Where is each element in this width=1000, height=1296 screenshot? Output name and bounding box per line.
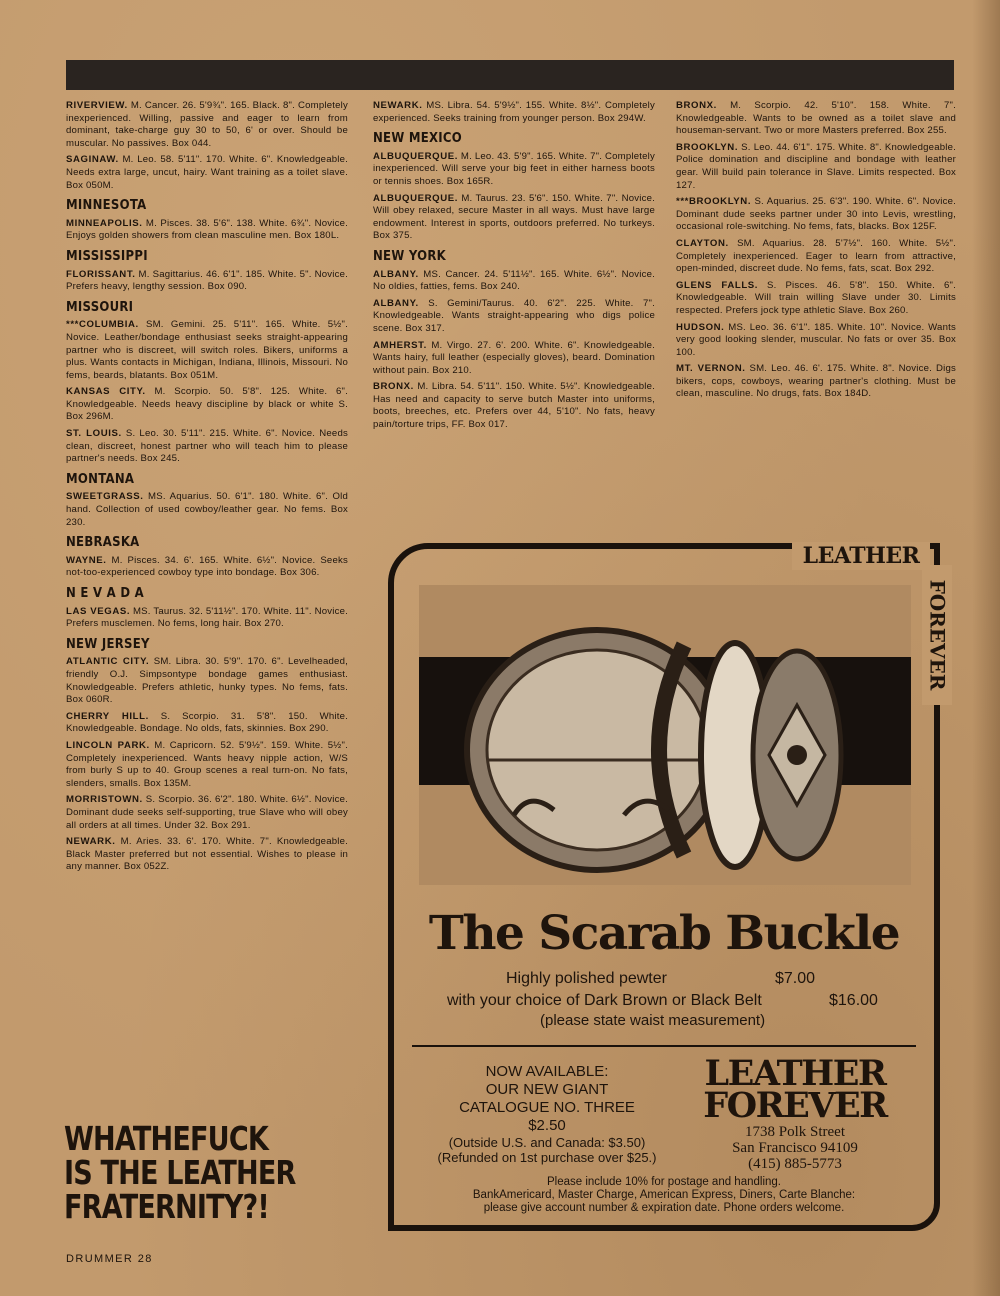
headline [64,1119,302,1226]
ad-location: HUDSON. [676,321,725,333]
ad-location: ALBUQUERQUE. [373,192,459,204]
headline-line-1: WHATHEFUCK [64,1119,269,1158]
state-heading: MISSOURI [66,299,134,315]
buckle-head-eye [787,745,807,765]
ad-text: M. Virgo. 27. 6'. 200. White. 6". Knowledgeable. Wants hairy, full leather (especially gloves), beard. Domination without pain. Box 210. [373,339,655,376]
fine-print-3: please give account number & expiration date. Phone orders welcome. [483,1202,845,1214]
logo-line-1: LEATHER [704,1053,886,1094]
ad-text: M. Pisces. 34. 6'. 165. White. 6½". Novice. Seeks not-too-experienced cowboy type into bondage. Box 306. [66,554,348,579]
classified-ad [676,280,956,318]
ad-text: MS. Leo. 36. 6'1". 185. White. 10". Novice. Wants very good looking slender, muscular. No fats or over 35. Box 100. [676,321,956,358]
catalog-line-3: CATALOGUE NO. THREE [459,1099,635,1116]
leather-forever-logo [700,1053,890,1126]
ad-text: M. Taurus. 23. 5'6". 150. White. 7". Novice. Will obey relaxed, secure Master in all ways. Must have large endowment. Interest in sports, outdoors preferred. No turkeys. Box 375. [373,192,655,242]
ad-text: S. Pisces. 46. 5'8". 150. White. 6". Knowledgeable. Will train willing Slave under 30. Limits respected. Prefers jock type athletic Slave. Box 260. [676,279,956,316]
ad-fine-print [412,1176,916,1215]
state-heading: MINNESOTA [66,198,147,214]
classified-ad [66,428,348,466]
classified-ad [66,794,348,832]
classified-ad [676,363,956,401]
ad-location: FLORISSANT. [66,268,136,280]
ad-text: M. Leo. 43. 5'9". 165. White. 7". Completely inexperienced. Will serve your big feet in either harness boots or tennis shoes. Box 165R. [373,150,655,187]
ad-text: M. Cancer. 26. 5'9¾". 165. Black. 8". Completely inexperienced. Willing, passive and eager to learn from dominant, take-charge guy 30 to 50, 6' or over. Should be muscular. No passives. Box 044. [66,100,348,149]
classified-ad [676,196,956,234]
classified-ad [66,740,348,790]
classified-ad [676,238,956,276]
catalog-offer [412,1063,682,1165]
ad-location: AMHERST. [373,339,427,351]
ad-location: SAGINAW. [66,154,119,166]
ad-text: M. Pisces. 38. 5'6". 138. White. 6¾". Novice. Enjoys golden showers from clean masculine men. Box 180L. [66,217,349,242]
ad-title: The Scarab Buckle [428,906,900,961]
state-heading: NEW MEXICO [373,131,463,147]
buckle-photo [419,585,911,885]
ad-text: M. Capricorn. 52. 5'9½". 159. White. 5½". Completely inexperienced. Wants heavy nipple action, W/S from burly S up to 40. Group scenes a real turn-on. No fats, slenders, smalls. Box 135M. [66,739,348,789]
ad-text: S. Gemini/Taurus. 40. 6'2". 225. White. 7". Knowledgeable. Wants straight-appearing who digs police scene. Box 317. [373,297,655,334]
ad-location: LINCOLN PARK. [66,739,150,751]
ad-text: S. Leo. 44. 6'1". 175. White. 8". Knowledgeable. Police domination and discipline and bondage with leather gear. Will build pain tolerance in Slave. Limits respected. Box 127. [676,141,957,191]
ad-location: MINNEAPOLIS. [66,217,143,229]
state-heading: MISSISSIPPI [66,248,148,264]
ad-location: ALBANY. [373,297,419,309]
ad-text: S. Leo. 30. 5'11". 215. White. 6". Novice. Needs clean, discreet, honest partner who will teach him to please partner's needs. Box 245. [66,428,348,465]
ad-price-line-1-label: Highly polished pewter [506,970,667,987]
ad-location: ATLANTIC CITY. [66,656,150,668]
state-heading: NEW YORK [373,248,447,264]
ad-brand-side-text: FOREVER [925,579,949,691]
logo-line-2: FOREVER [703,1085,887,1126]
ad-text: SM. Leo. 46. 6'. 175. White. 8". Novice. Digs bikers, cops, cowboys, wearing partner's clothing. Must be clean, masculine. No drugs, fats. Box 184D. [676,363,956,400]
catalog-price: $2.50 [528,1117,566,1134]
ad-text: M. Scorpio. 42. 5'10". 158. White. 7". Knowledgeable. Wants to be owned as a toilet slave and houseman-servant. Two or more Masters preferred. Box 255. [676,100,956,137]
ad-location: BRONX. [676,100,717,111]
ad-divider [412,1045,916,1047]
ad-location: MT. VERNON. [676,363,746,375]
ad-location: SWEETGRASS. [66,491,144,503]
classified-ad [66,656,348,706]
classified-ad [66,269,348,294]
ad-location: LAS VEGAS. [66,605,131,617]
state-heading: NEW JERSEY [66,636,150,652]
ad-text: SM. Aquarius. 28. 5'7½". 160. White. 5½". Completely inexperienced. Eager to learn from attractive, open-minded, discreet dude. No fems, fats, scat. Box 292. [676,237,956,275]
ad-location: ST. LOUIS. [66,428,122,440]
classified-ad [676,142,956,192]
classified-ad [373,100,655,125]
classified-ad [676,100,956,138]
ad-location: GLENS FALLS. [676,279,759,291]
store-address [700,1124,890,1172]
classified-ad [676,322,956,360]
state-heading: NEBRASKA [66,535,140,551]
state-heading: MONTANA [66,471,135,487]
ad-location: KANSAS CITY. [66,386,146,398]
ad-location: CHERRY HILL. [66,710,149,722]
address-street: 1738 Polk Street [745,1124,845,1140]
address-city: San Francisco 94109 [732,1140,858,1156]
ad-text: S. Scorpio. 31. 5'8". 150. White. Knowledgeable. Bondage. No olds, fats, skinnies. Box 290. [66,710,348,735]
classified-ad [66,154,348,192]
ad-location: RIVERVIEW. [66,100,128,111]
classified-ad [373,298,655,336]
classified-ad [373,340,655,378]
catalog-line-1: NOW AVAILABLE: [485,1063,609,1080]
ad-price-line-3: (please state waist measurement) [540,1012,766,1029]
classified-ad [373,193,655,243]
ad-location: WAYNE. [66,554,107,566]
ad-text: MS. Aquarius. 50. 6'1". 180. White. 6". Old hand. Collection of used cowboy/leather gear. No fems. Box 230. [66,491,349,528]
classified-column-2 [373,100,655,436]
classified-column-3 [676,100,956,405]
ad-location: CLAYTON. [676,237,729,249]
ad-text: MS. Taurus. 32. 5'11½". 170. White. 11". Novice. Prefers musclemen. No fems, long hair. Box 270. [66,605,349,630]
headline-line-2: IS THE LEATHER [64,1153,296,1192]
ad-price-line-1-price: $7.00 [775,970,816,987]
ad-text: SM. Libra. 30. 5'9". 170. 6". Levelheaded, friendly O.J. Simpsontype bondage games enthusiast. Knowledgeable. Prefers athletic, hunky types. No fems, fats. Box 060R. [66,656,348,706]
classified-ad [66,555,348,580]
classified-ad [373,381,655,431]
ad-text: M. Aries. 33. 6'. 170. White. 7". Knowledgeable. Black Master preferred but not essential. Wishes to please in any manner. Box 052Z. [66,836,348,873]
ad-location: NEWARK. [373,100,423,111]
address-phone: (415) 885-5773 [748,1156,842,1172]
ad-text: M. Sagittarius. 46. 6'1". 185. White. 5". Novice. Prefers heavy, lengthy session. Box 090. [66,268,348,293]
ad-location: ALBANY. [373,268,419,280]
ad-price-line-2-price: $16.00 [829,992,878,1009]
catalog-line-2: OUR NEW GIANT [485,1081,609,1098]
classified-ad [373,151,655,189]
fine-print-1: Please include 10% for postage and handling. [546,1176,781,1188]
ad-location: BROOKLYN. [676,141,739,153]
page-footer: DRUMMER 28 [66,1253,153,1265]
ad-location: ***COLUMBIA. [66,319,139,331]
catalog-outside-price: (Outside U.S. and Canada: $3.50) [448,1135,646,1150]
classified-ad [66,606,348,631]
classified-ad [66,100,348,150]
ad-text: MS. Libra. 54. 5'9½". 155. White. 8½". Completely experienced. Seeks training from younger person. Box 294W. [373,100,655,124]
ad-location: ALBUQUERQUE. [373,150,459,162]
ad-text: SM. Gemini. 25. 5'11". 165. White. 5½". Novice. Leather/bondage enthusiast seeks straight-appearing partner who is discreet, will switch roles. Bikers, uniforms a plus. Wants contacts in Michigan, Indiana, Illinois, Missouri. No fems, beards, blatants. Box 051M. [66,319,348,381]
ad-text: MS. Cancer. 24. 5'11½". 165. White. 6½". Novice. No oldies, fatties, fems. Box 240. [373,268,655,293]
ad-brand-side [922,565,952,705]
classified-ad [66,836,348,874]
ad-location: MORRISTOWN. [66,794,143,806]
state-heading: N E V A D A [66,586,145,601]
ad-brand-top: LEATHER [792,542,930,570]
page-spine-shadow [972,0,1000,1296]
ad-location: BRONX. [373,381,414,393]
classified-ad [66,386,348,424]
ad-price-line-2-label: with your choice of Dark Brown or Black Belt [447,992,762,1009]
classified-ad [66,711,348,736]
header-bar [66,60,954,90]
ad-text: M. Leo. 58. 5'11". 170. White. 6". Knowledgeable. Needs extra large, uncut, hairy. Want training as a toilet slave. Box 050M. [66,154,348,191]
ad-location: ***BROOKLYN. [676,196,752,208]
catalog-refund: (Refunded on 1st purchase over $25.) [437,1150,657,1165]
classified-column-1 [66,100,348,878]
classified-ad [373,269,655,294]
classified-ad [66,319,348,382]
ad-text: S. Scorpio. 36. 6'2". 180. White. 6½". Novice. Dominant dude seeks self-supporting, true Slave who will obey all orders at all times. Under 32. Box 291. [66,794,348,831]
classified-ad [66,218,348,243]
classified-ad [66,491,348,529]
headline-line-3: FRATERNITY?! [64,1187,269,1226]
ad-location: NEWARK. [66,836,116,848]
ad-text: M. Scorpio. 50. 5'8". 125. White. 6". Knowledgeable. Needs heavy discipline by black or white S. Box 296M. [66,386,349,423]
ad-text: S. Aquarius. 25. 6'3". 190. White. 6". Novice. Dominant dude seeks partner under 30 into Levis, wrestling, occasional role-switching. No fems, fats, blacks. Box 125F. [676,196,956,233]
ad-text: M. Libra. 54. 5'11". 150. White. 5½". Knowledgeable. Has need and capacity to serve butch Master into uniforms, boots, breeches, etc. Prefers over 44, 5'10". No fats, heavy pain/torture trips, FF. Box 017. [373,381,655,431]
fine-print-2: BankAmericard, Master Charge, American Express, Diners, Carte Blanche: [472,1189,856,1201]
